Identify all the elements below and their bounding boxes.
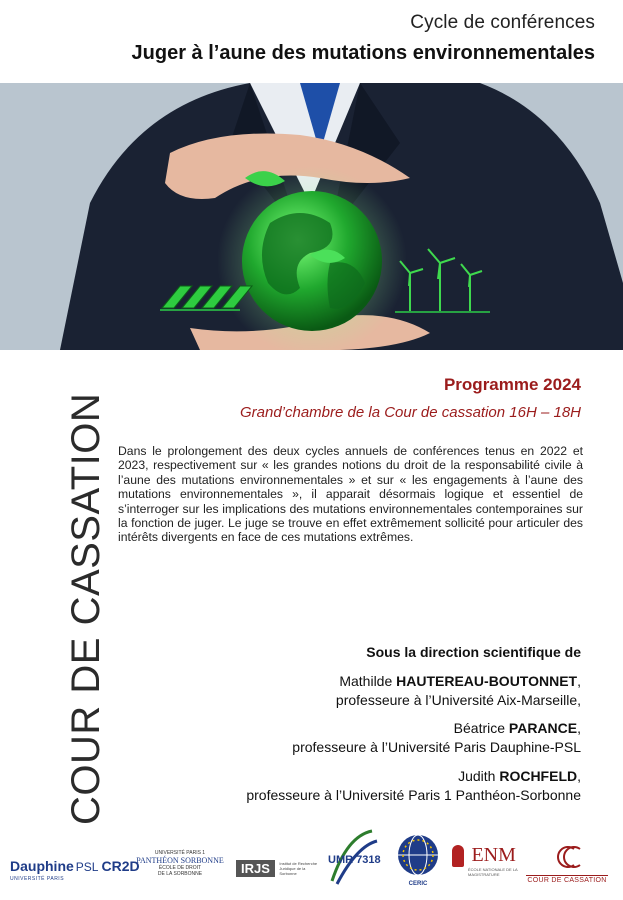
enm-emblem-icon	[452, 845, 464, 867]
cr2d-text: CR2D	[101, 858, 140, 874]
person-block-3	[246, 768, 581, 803]
person-first-name: Mathilde	[339, 673, 397, 689]
ceric-logo	[394, 834, 442, 887]
person-last-name: HAUTEREAU-BOUTONNET	[396, 673, 578, 689]
ceric-text: CERIC	[408, 881, 428, 887]
dauphine-text: Dauphine	[10, 858, 74, 874]
ps-top-text: UNIVERSITÉ PARIS 1	[154, 850, 206, 856]
person-suffix: ,	[577, 768, 581, 784]
dauphine-logo	[10, 858, 140, 882]
programme-title: Programme 2024	[443, 375, 581, 394]
person-role: professeure à l’Université Paris 1 Panthéon-Sorbonne	[246, 787, 581, 803]
cycle-kicker: Cycle de conférences	[410, 12, 595, 33]
person-block-1	[336, 673, 581, 708]
cour-de-cassation-logo	[526, 844, 608, 884]
cc-text: COUR DE CASSATION	[527, 877, 607, 884]
header	[132, 12, 595, 65]
intro-paragraph: Dans le prolongement des deux cycles annuels de conférences tenus en 2022 et 2023, respectivement sur « les grandes notions du droit de la responsabilité civile à l’aune des mutations environnementales » et sur « les engagements à l’aune des mutations environnementales », il apparait désormais logique et essentiel de s’interroger sur les implications des mutations environnementales contemporaines sur la fonction de juger. Le juge se trouve en effet extrêmement sollicité pour articuler des intérêts divergents en face de ces mutations extrêmes.	[118, 444, 583, 545]
person-role: professeure à l’Université Paris Dauphine-PSL	[292, 739, 581, 755]
cc-monogram-icon	[552, 844, 582, 870]
ps-name-text: PANTHÉON SORBONNE	[136, 856, 224, 865]
person-role: professeure à l’Université Aix-Marseille,	[335, 692, 581, 708]
umr-logo	[322, 826, 382, 886]
direction-heading	[366, 644, 581, 660]
dauphine-subtext: UNIVERSITÉ PARIS	[10, 876, 65, 882]
irjs-logo	[236, 860, 319, 878]
psl-text: PSL	[75, 860, 99, 874]
person-suffix: ,	[577, 673, 581, 689]
person-block-2	[292, 720, 581, 755]
side-label-container	[22, 355, 108, 825]
hero-illustration	[0, 83, 623, 350]
ps-sub1-text: ÉCOLE DE DROIT	[158, 865, 202, 871]
programme-subtitle: Grand’chambre de la Cour de cassation 16H – 18H	[239, 404, 581, 421]
person-suffix: ,	[577, 720, 581, 736]
irjs-text: IRJS	[236, 860, 275, 877]
ps-sub2-text: DE LA SORBONNE	[157, 871, 203, 877]
enm-subtext: ÉCOLE NATIONALE DE LA MAGISTRATURE	[468, 867, 518, 877]
partner-logos	[0, 822, 623, 900]
person-first-name: Béatrice	[453, 720, 509, 736]
ceric-globe-icon	[397, 834, 439, 876]
enm-text: ENM	[471, 844, 516, 866]
person-last-name: ROCHFELD	[499, 768, 578, 784]
person-first-name: Judith	[458, 768, 500, 784]
irjs-subtext: Institut de Recherche Juridique de la Sorbonne	[279, 861, 318, 877]
side-label: COUR DE CASSATION	[64, 392, 108, 825]
enm-logo	[452, 844, 530, 877]
hero-image	[0, 83, 623, 350]
direction-heading-text: Sous la direction scientifique de	[366, 644, 581, 660]
umr-text: UMR 7318	[328, 854, 381, 866]
person-last-name: PARANCE	[508, 720, 578, 736]
pantheon-sorbonne-logo	[134, 850, 226, 877]
cycle-title: Juger à l’aune des mutations environnementales	[131, 42, 595, 64]
